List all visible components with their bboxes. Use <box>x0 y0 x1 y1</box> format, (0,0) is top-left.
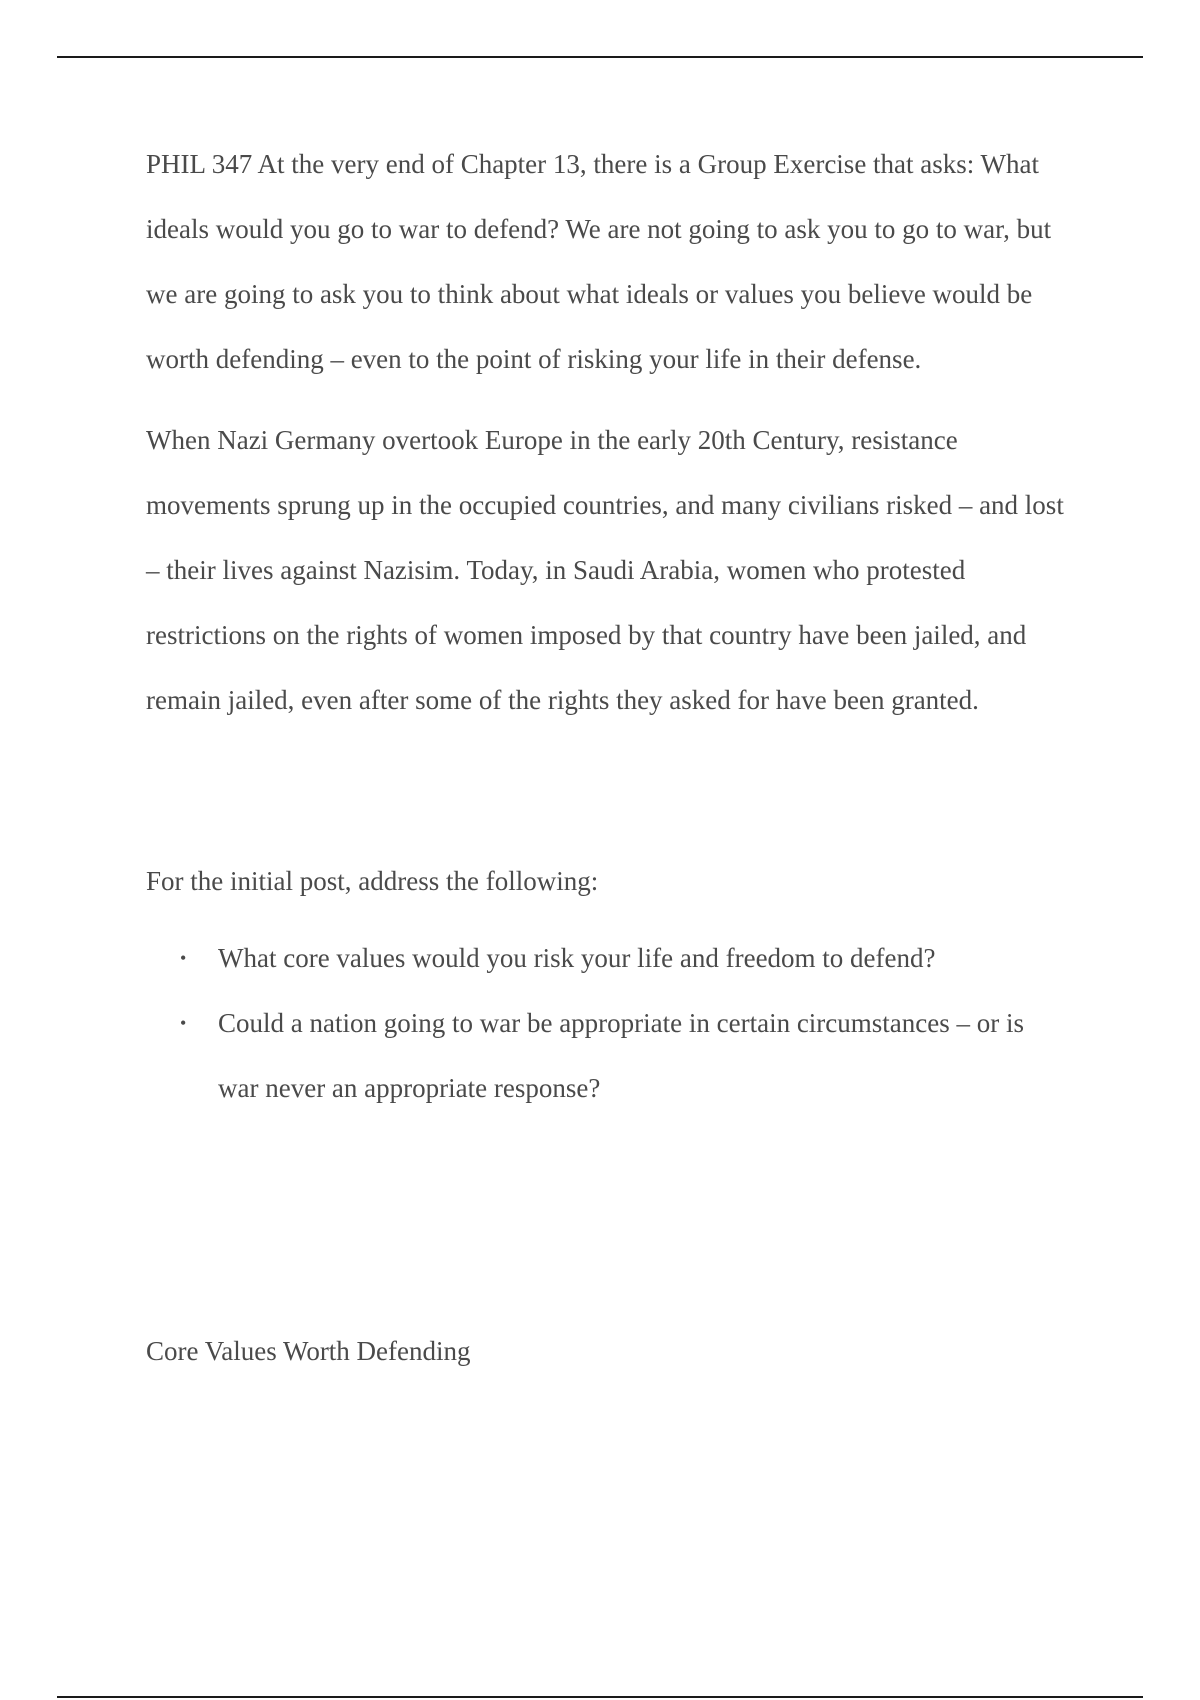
top-rule <box>57 56 1143 58</box>
prompt-text: For the initial post, address the following: <box>146 866 599 896</box>
list-item-text: What core values would you risk your life and freedom to defend? <box>218 943 936 973</box>
document-body <box>146 132 1066 1384</box>
section-heading: Core Values Worth Defending <box>146 1336 471 1366</box>
list-item <box>146 926 1066 991</box>
bottom-rule <box>57 1696 1143 1698</box>
bullet-icon: • <box>180 948 187 968</box>
list-item-text: Could a nation going to war be appropriate in certain circumstances – or is war never an appropriate response? <box>218 1008 1025 1103</box>
bullet-icon: • <box>180 1013 187 1033</box>
context-paragraph: When Nazi Germany overtook Europe in the early 20th Century, resistance movements sprung up in the occupied countries, and many civilians risked – and lost – their lives against Nazisim. Today, in Saudi Arabia, women who protested restrictions on the rights of women imposed by that country have been jailed, and remain jailed, even after some of the rights they asked for have been granted. <box>146 425 1064 715</box>
list-item <box>146 991 1066 1121</box>
intro-paragraph: PHIL 347 At the very end of Chapter 13, there is a Group Exercise that asks: What ideals would you go to war to defend? We are not going to ask you to go to war, but we are going to ask you to think about what ideals or values you believe would be worth defending – even to the point of risking your life in their defense. <box>146 149 1052 374</box>
question-list <box>146 926 1066 1121</box>
